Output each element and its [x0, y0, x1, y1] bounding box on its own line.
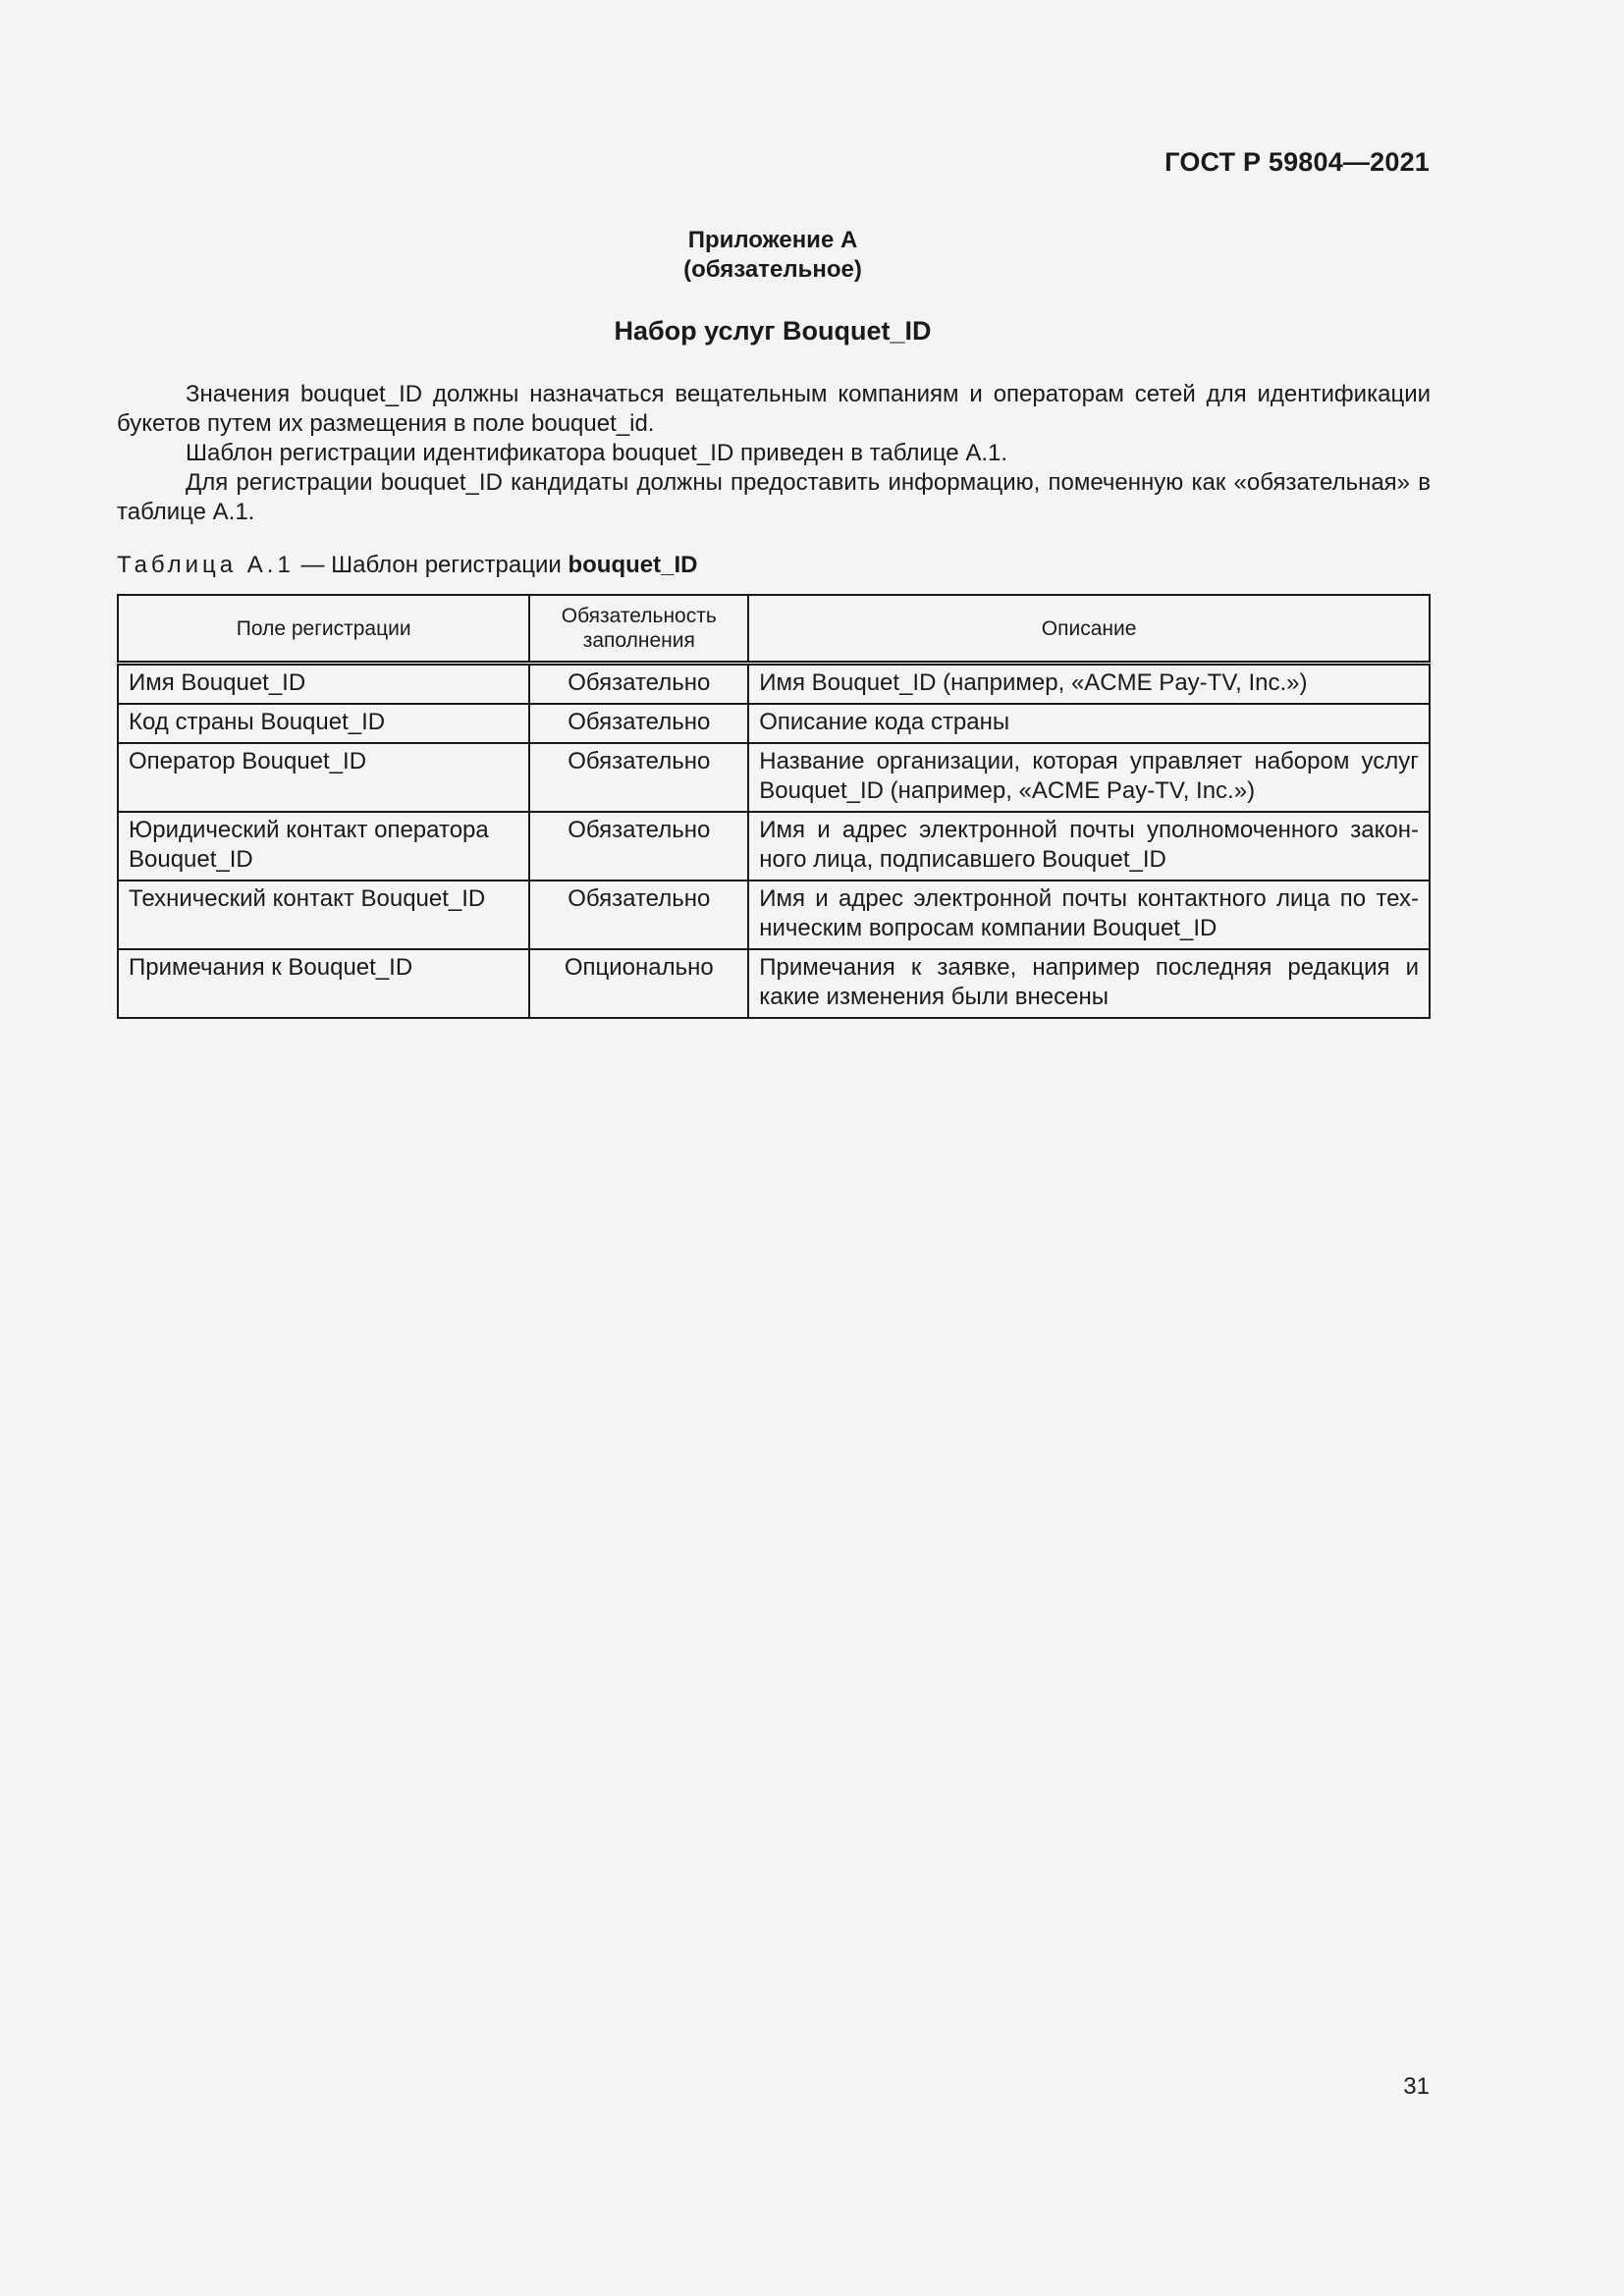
cell-description: Имя и адрес электронной почты контактного лица по техническим вопросам компании Bouquet_ID: [748, 881, 1430, 949]
cell-field: Технический контакт Bouquet_ID: [118, 881, 529, 949]
paragraph: Значения bouquet_ID должны назначаться вещательным компаниям и операторам сетей для идентификации букетов путем их размещения в поле bouquet_id.: [117, 381, 1431, 437]
cell-required: Обязательно: [529, 812, 748, 881]
table-caption-bold: bouquet_ID: [568, 552, 698, 578]
annex-status: (обязательное): [683, 256, 862, 283]
annex-title-block: [0, 226, 1545, 285]
cell-description: Название организации, которая управляет набором услуг Bouquet_ID (например, «ACME Pay-TV, Inc.»): [748, 743, 1430, 812]
table-caption: [117, 552, 697, 579]
cell-description: Имя Bouquet_ID (например, «ACME Pay-TV, Inc.»): [748, 664, 1430, 705]
table-row: [118, 743, 1430, 812]
table-row: [118, 812, 1430, 881]
header-required: Обязательность заполнения: [529, 595, 748, 664]
table-caption-text: — Шаблон регистрации: [294, 552, 568, 578]
cell-required: Обязательно: [529, 881, 748, 949]
cell-description: Имя и адрес электронной почты уполномоченного законного лица, подписавшего Bouquet_ID: [748, 812, 1430, 881]
cell-description: Примечания к заявке, например последняя редакция и какие изменения были внесены: [748, 949, 1430, 1018]
header-description: Описание: [748, 595, 1430, 664]
page-number: 31: [1403, 2073, 1430, 2100]
annex-title: Приложение А: [687, 227, 858, 253]
registration-table: [117, 594, 1431, 1019]
table-caption-label: Таблица А.1: [117, 552, 295, 578]
cell-field: Юридический контакт оператора Bouquet_ID: [118, 812, 529, 881]
cell-required: Обязательно: [529, 743, 748, 812]
cell-field: Оператор Bouquet_ID: [118, 743, 529, 812]
cell-description: Описание кода страны: [748, 704, 1430, 743]
cell-field: Примечания к Bouquet_ID: [118, 949, 529, 1018]
paragraph: Для регистрации bouquet_ID кандидаты должны предоставить информацию, помеченную как «обязательная» в таблице А.1.: [117, 469, 1431, 525]
section-heading: Набор услуг Bouquet_ID: [614, 316, 932, 346]
paragraph: Шаблон регистрации идентификатора bouquet_ID приведен в таблице А.1.: [186, 440, 1008, 466]
body-text: [117, 380, 1431, 527]
cell-field: Код страны Bouquet_ID: [118, 704, 529, 743]
document-code: ГОСТ Р 59804—2021: [1164, 147, 1430, 177]
cell-required: Опционально: [529, 949, 748, 1018]
table-row: [118, 704, 1430, 743]
cell-required: Обязательно: [529, 664, 748, 705]
table-row: [118, 881, 1430, 949]
table-row: [118, 949, 1430, 1018]
cell-field: Имя Bouquet_ID: [118, 664, 529, 705]
header-field: Поле регистрации: [118, 595, 529, 664]
table-row: [118, 664, 1430, 705]
table-header-row: [118, 595, 1430, 664]
cell-required: Обязательно: [529, 704, 748, 743]
